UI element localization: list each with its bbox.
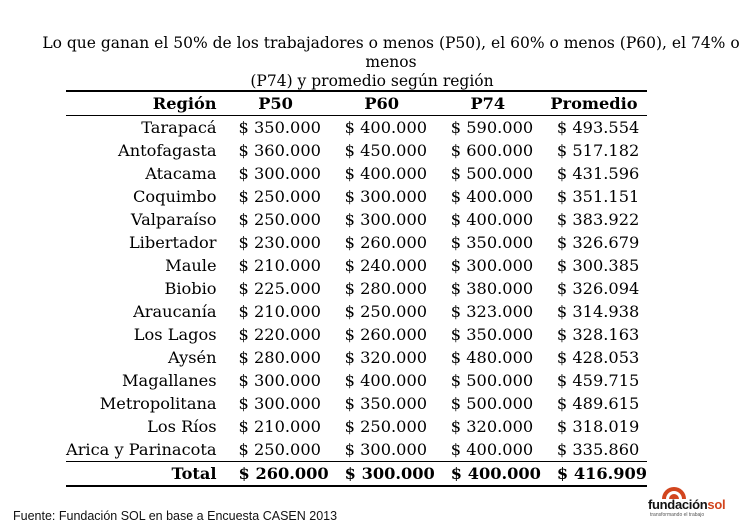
table-body bbox=[66, 116, 647, 462]
p50-cell: $ 250.000 bbox=[238, 440, 321, 459]
table-row bbox=[66, 208, 647, 231]
total-promedio: $ 416.909 bbox=[541, 462, 647, 487]
table-row bbox=[66, 185, 647, 208]
column-header-promedio: Promedio bbox=[541, 91, 647, 116]
promedio-cell: $ 335.860 bbox=[556, 440, 640, 459]
total-p50: $ 260.000 bbox=[223, 462, 329, 487]
table-row bbox=[66, 116, 647, 140]
promedio-cell: $ 314.938 bbox=[556, 302, 640, 321]
logo-wordmark bbox=[648, 497, 725, 512]
p60-cell: $ 260.000 bbox=[344, 233, 428, 252]
p60-cell: $ 400.000 bbox=[344, 118, 428, 137]
table-row bbox=[66, 254, 647, 277]
promedio-cell: $ 326.094 bbox=[556, 279, 640, 298]
p60-cell: $ 320.000 bbox=[344, 348, 428, 367]
p60-cell: $ 300.000 bbox=[344, 440, 428, 459]
promedio-cell: $ 328.163 bbox=[556, 325, 640, 344]
promedio-cell: $ 431.596 bbox=[556, 164, 640, 183]
p50-cell: $ 210.000 bbox=[238, 417, 321, 436]
table-row bbox=[66, 346, 647, 369]
header-row bbox=[66, 91, 647, 116]
p74-cell: $ 500.000 bbox=[450, 371, 534, 390]
chart-title bbox=[0, 34, 744, 91]
promedio-cell: $ 493.554 bbox=[556, 118, 640, 137]
total-p60: $ 300.000 bbox=[329, 462, 435, 487]
p74-cell: $ 480.000 bbox=[450, 348, 534, 367]
p50-cell: $ 220.000 bbox=[238, 325, 321, 344]
p60-cell: $ 450.000 bbox=[344, 141, 428, 160]
column-header-p74: P74 bbox=[435, 91, 541, 116]
p50-cell: $ 210.000 bbox=[238, 256, 321, 275]
promedio-cell: $ 459.715 bbox=[556, 371, 640, 390]
region-cell: Libertador bbox=[128, 233, 217, 252]
p60-cell: $ 240.000 bbox=[344, 256, 428, 275]
table-row bbox=[66, 277, 647, 300]
p60-cell: $ 350.000 bbox=[344, 394, 428, 413]
total-label: Total bbox=[66, 462, 223, 487]
promedio-cell: $ 383.922 bbox=[556, 210, 640, 229]
region-cell: Aysén bbox=[168, 348, 217, 367]
promedio-cell: $ 428.053 bbox=[556, 348, 640, 367]
region-cell: Araucanía bbox=[133, 302, 217, 321]
table-row bbox=[66, 162, 647, 185]
source-note: Fuente: Fundación SOL en base a Encuesta CASEN 2013 bbox=[13, 509, 338, 523]
p74-cell: $ 400.000 bbox=[450, 187, 534, 206]
promedio-cell: $ 489.615 bbox=[556, 394, 640, 413]
table-row bbox=[66, 323, 647, 346]
p74-cell: $ 400.000 bbox=[450, 210, 534, 229]
p50-cell: $ 360.000 bbox=[238, 141, 321, 160]
column-header-p50: P50 bbox=[223, 91, 329, 116]
p60-cell: $ 400.000 bbox=[344, 371, 428, 390]
region-cell: Magallanes bbox=[121, 371, 217, 390]
logo-tagline: transformando el trabajo bbox=[650, 512, 705, 518]
p50-cell: $ 225.000 bbox=[238, 279, 321, 298]
table-row bbox=[66, 438, 647, 462]
p50-cell: $ 250.000 bbox=[238, 210, 321, 229]
data-table bbox=[66, 90, 647, 487]
p74-cell: $ 590.000 bbox=[450, 118, 534, 137]
column-header-region: Región bbox=[66, 91, 223, 116]
table-row bbox=[66, 369, 647, 392]
p74-cell: $ 400.000 bbox=[450, 440, 534, 459]
p60-cell: $ 260.000 bbox=[344, 325, 428, 344]
fundacion-sol-logo bbox=[648, 486, 740, 522]
region-cell: Los Ríos bbox=[147, 417, 217, 436]
p60-cell: $ 300.000 bbox=[344, 210, 428, 229]
p50-cell: $ 250.000 bbox=[238, 187, 321, 206]
chart-title-line-2: (P74) y promedio según región bbox=[250, 72, 494, 90]
promedio-cell: $ 351.151 bbox=[556, 187, 640, 206]
table-row bbox=[66, 392, 647, 415]
p50-cell: $ 300.000 bbox=[238, 394, 321, 413]
p74-cell: $ 300.000 bbox=[450, 256, 534, 275]
p50-cell: $ 300.000 bbox=[238, 164, 321, 183]
region-cell: Metropolitana bbox=[99, 394, 217, 413]
logo-word-fundacion: fundación bbox=[648, 497, 708, 512]
p60-cell: $ 250.000 bbox=[344, 302, 428, 321]
p74-cell: $ 350.000 bbox=[450, 325, 534, 344]
region-cell: Tarapacá bbox=[141, 118, 217, 137]
p60-cell: $ 300.000 bbox=[344, 187, 428, 206]
region-cell: Atacama bbox=[145, 164, 217, 183]
promedio-cell: $ 300.385 bbox=[556, 256, 640, 275]
p50-cell: $ 350.000 bbox=[238, 118, 321, 137]
p74-cell: $ 600.000 bbox=[450, 141, 534, 160]
table-row bbox=[66, 415, 647, 438]
region-cell: Coquimbo bbox=[132, 187, 217, 206]
p60-cell: $ 250.000 bbox=[344, 417, 428, 436]
column-header-p60: P60 bbox=[329, 91, 435, 116]
p74-cell: $ 500.000 bbox=[450, 164, 534, 183]
total-p74: $ 400.000 bbox=[435, 462, 541, 487]
p74-cell: $ 323.000 bbox=[450, 302, 534, 321]
p50-cell: $ 230.000 bbox=[238, 233, 321, 252]
promedio-cell: $ 318.019 bbox=[556, 417, 640, 436]
p60-cell: $ 400.000 bbox=[344, 164, 428, 183]
p50-cell: $ 210.000 bbox=[238, 302, 321, 321]
total-row bbox=[66, 462, 647, 487]
table-row bbox=[66, 139, 647, 162]
promedio-cell: $ 517.182 bbox=[556, 141, 640, 160]
logo-word-sol: sol bbox=[707, 497, 726, 512]
region-cell: Arica y Parinacota bbox=[66, 440, 217, 459]
p74-cell: $ 320.000 bbox=[450, 417, 534, 436]
region-cell: Valparaíso bbox=[130, 210, 217, 229]
p74-cell: $ 350.000 bbox=[450, 233, 534, 252]
region-cell: Maule bbox=[165, 256, 217, 275]
region-cell: Biobio bbox=[164, 279, 217, 298]
p74-cell: $ 380.000 bbox=[450, 279, 534, 298]
chart-title-line-1: Lo que ganan el 50% de los trabajadores o menos (P50), el 60% o menos (P60), el 74% o menos bbox=[42, 34, 740, 71]
p60-cell: $ 280.000 bbox=[344, 279, 428, 298]
p50-cell: $ 280.000 bbox=[238, 348, 321, 367]
table-row bbox=[66, 231, 647, 254]
region-cell: Antofagasta bbox=[118, 141, 217, 160]
promedio-cell: $ 326.679 bbox=[556, 233, 640, 252]
p74-cell: $ 500.000 bbox=[450, 394, 534, 413]
region-cell: Los Lagos bbox=[133, 325, 217, 344]
table-row bbox=[66, 300, 647, 323]
p50-cell: $ 300.000 bbox=[238, 371, 321, 390]
